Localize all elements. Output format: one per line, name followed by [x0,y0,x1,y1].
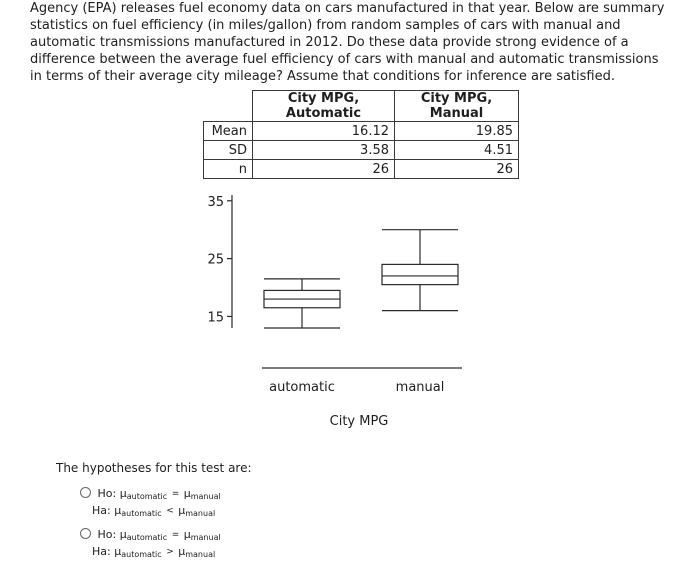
subscript-manual: manual [185,509,216,518]
x-category-label: manual [395,380,445,395]
h0-label: Ho: [97,528,117,541]
box-manual [382,230,458,395]
question-text: Agency (EPA) releases fuel economy data on cars manufactured in that year. Below are summary statistics on fuel efficiency (in miles/gallon) from random samples of cars with manual and automatic transmissions manufactured in 2012. Do these data provide strong evidence of a difference between the average fuel efficiency of cars with manual and automatic transmissions in terms of their average city mileage? Assume that conditions for inference are satisfied. [30,1,665,84]
n-automatic: 26 [253,160,395,179]
hypothesis-option-1[interactable] [80,487,221,521]
y-tick-label: 15 [207,310,224,326]
relation-symbol: < [166,506,174,516]
radio-button[interactable] [80,528,91,539]
row-label-n: n [204,160,253,179]
y-tick-label: 25 [207,252,224,268]
relation-symbol: > [166,547,174,557]
relation-symbol: = [171,530,180,540]
x-category-label: automatic [269,380,335,395]
hypothesis-option-2[interactable] [80,528,221,562]
mu-symbol: μ [178,504,186,517]
h0-label: Ho: [97,487,117,500]
relation-symbol: = [171,489,180,499]
ha-label: Ha: [92,545,111,558]
sd-manual: 4.51 [395,141,519,160]
mu-symbol: μ [114,545,122,558]
row-label-sd: SD [204,141,253,160]
box-iqr [382,264,458,284]
mu-symbol: μ [114,504,122,517]
hypotheses-title: The hypotheses for this test are: [56,461,252,475]
subscript-manual: manual [190,533,221,542]
header-automatic: City MPG, Automatic [253,91,395,122]
mean-manual: 19.85 [395,122,519,141]
mu-symbol: μ [183,528,191,541]
subscript-manual: manual [190,492,221,501]
sd-automatic: 3.58 [253,141,395,160]
radio-button[interactable] [80,487,91,498]
subscript-automatic: automatic [121,509,162,518]
subscript-automatic: automatic [126,492,168,501]
row-label-mean: Mean [204,122,253,141]
header-manual: City MPG, Manual [395,91,519,122]
n-manual: 26 [395,160,519,179]
mu-symbol: μ [183,487,191,500]
ha-label: Ha: [92,504,111,517]
mu-symbol: μ [178,545,186,558]
box-automatic [264,279,340,395]
y-tick-label: 35 [207,194,224,210]
mean-automatic: 16.12 [253,122,395,141]
subscript-automatic: automatic [121,550,162,559]
x-axis-title: City MPG [329,414,389,429]
subscript-manual: manual [185,550,216,559]
mu-symbol: μ [119,528,127,541]
mu-symbol: μ [119,487,127,500]
subscript-automatic: automatic [126,533,168,542]
